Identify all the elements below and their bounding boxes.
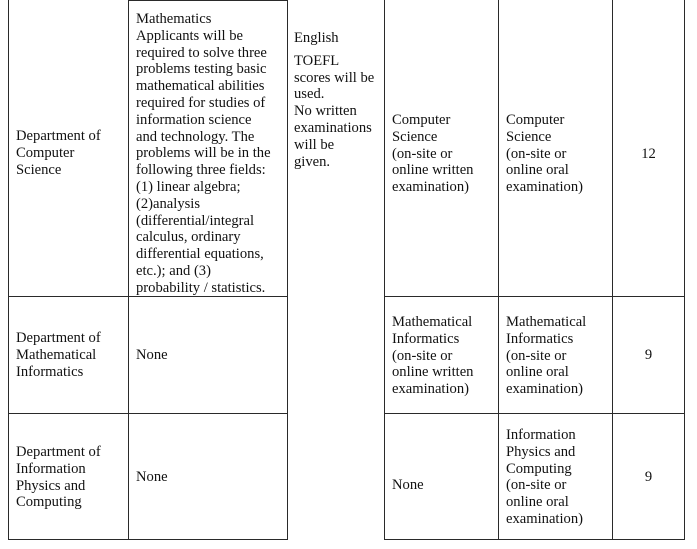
row-divider-2b [384, 413, 684, 414]
table-border-bottom [8, 539, 287, 540]
column-line-0 [8, 0, 9, 540]
capacity-mathematical-informatics: 9 [644, 347, 653, 363]
row-divider-2 [8, 413, 287, 414]
english-requirement: English TOEFL scores will be used. No written examinations will be given. [294, 30, 375, 170]
oral-exam-information-physics: Information Physics and Computing (on-site or online oral examination) [506, 427, 583, 527]
written-exam-computer-science: Computer Science (on-site or online written examination) [392, 112, 474, 196]
column-line-5 [612, 0, 613, 540]
column-line-2 [287, 0, 288, 540]
capacity-computer-science: 12 [641, 146, 656, 162]
capacity-information-physics: 9 [644, 469, 653, 485]
row-divider-1b [384, 296, 684, 297]
column-line-4 [498, 0, 499, 540]
oral-exam-mathematical-informatics: Mathematical Informatics (on-site or online oral examination) [506, 314, 587, 398]
column-line-6 [684, 0, 685, 540]
department-name-mathematical-informatics: Department of Mathematical Informatics [16, 330, 101, 380]
written-exam-mathematical-informatics: Mathematical Informatics (on-site or online written examination) [392, 314, 474, 398]
written-requirement-information-physics: None [136, 469, 168, 485]
column-line-1 [128, 0, 129, 540]
written-requirement-computer-science: Mathematics Applicants will be required to solve three problems testing basic mathematical abilities required for studies of information science and technology. The problems will be in the following three fields: (1) linear algebra; (2)analysis (differential/integral calculus, ordinary differential equations, etc.); and (3) probability / statistics. [136, 11, 271, 296]
written-requirement-mathematical-informatics: None [136, 347, 168, 363]
table-border-top [128, 0, 288, 1]
written-exam-information-physics: None [392, 477, 424, 493]
department-name-information-physics: Department of Information Physics and Computing [16, 444, 101, 511]
column-line-3 [384, 0, 385, 540]
table-border-bottom-b [384, 539, 684, 540]
department-name-computer-science: Department of Computer Science [16, 128, 101, 178]
oral-exam-computer-science: Computer Science (on-site or online oral examination) [506, 112, 583, 196]
